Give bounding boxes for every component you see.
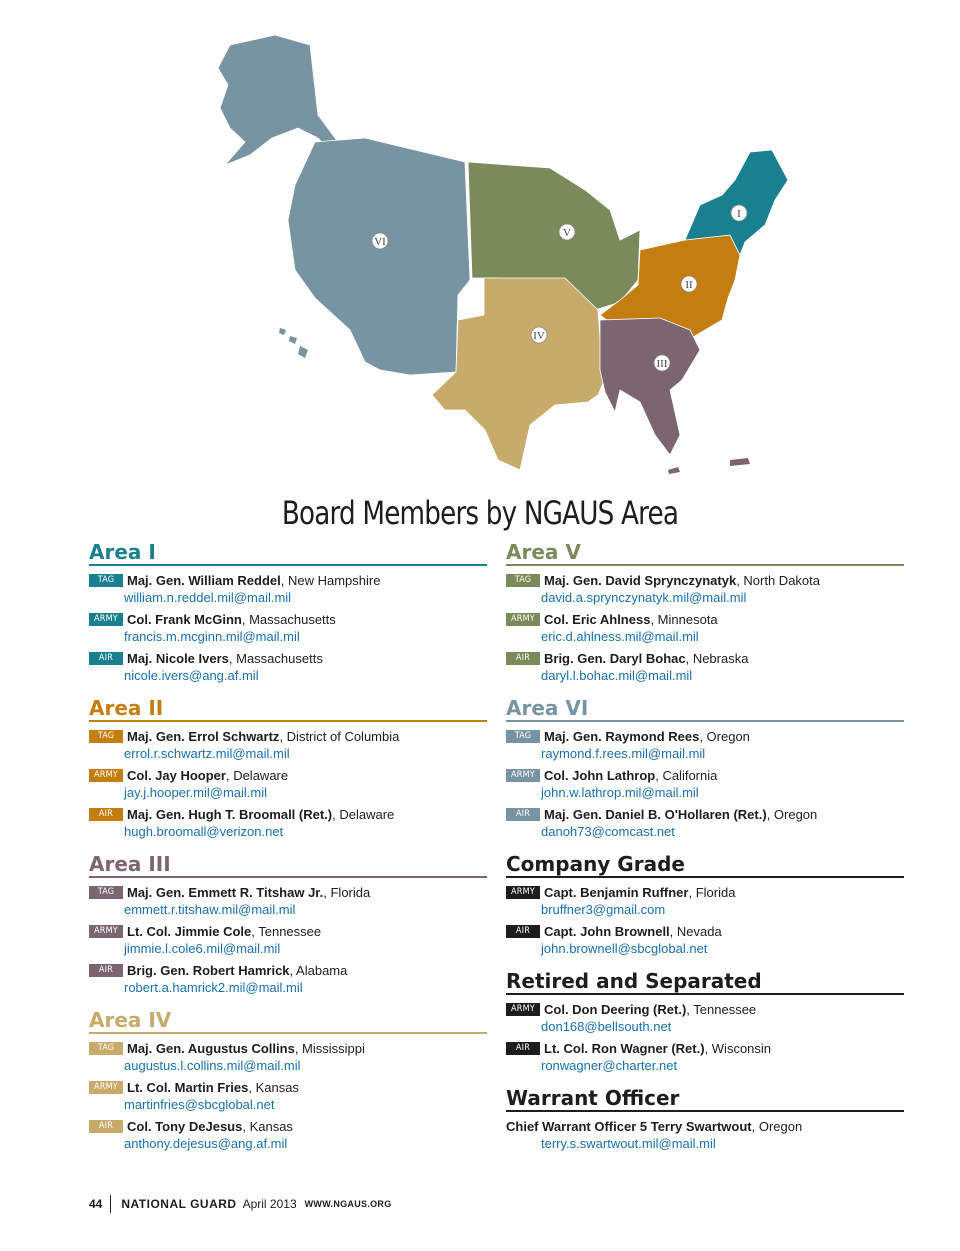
member-location: , Oregon bbox=[751, 1119, 803, 1134]
issue-date: April 2013 bbox=[242, 1197, 297, 1211]
section-area-vi bbox=[506, 696, 904, 840]
member-line bbox=[89, 728, 487, 745]
member-line bbox=[89, 611, 487, 628]
member-email-link[interactable]: david.a.sprynczynatyk.mil@mail.mil bbox=[541, 590, 747, 605]
section-heading: Area VI bbox=[506, 696, 904, 722]
member-email-link[interactable]: daryl.l.bohac.mil@mail.mil bbox=[541, 668, 693, 683]
member-entry bbox=[89, 1040, 487, 1074]
role-badge: TAG bbox=[89, 574, 123, 587]
role-badge: ARMY bbox=[506, 769, 540, 782]
section-area-ii bbox=[89, 696, 487, 840]
member-entry bbox=[506, 611, 904, 645]
member-name: Maj. Gen. Daniel B. O'Hollaren (Ret.) bbox=[544, 807, 767, 822]
member-email-link[interactable]: jay.j.hooper.mil@mail.mil bbox=[124, 785, 267, 800]
member-email-link[interactable]: don168@bellsouth.net bbox=[541, 1019, 672, 1034]
member-name: Capt. John Brownell bbox=[544, 924, 670, 939]
member-name: Maj. Gen. Emmett R. Titshaw Jr. bbox=[127, 885, 324, 900]
member-line bbox=[89, 923, 487, 940]
member-name: Col. Eric Ahlness bbox=[544, 612, 651, 627]
member-location: , Minnesota bbox=[650, 612, 718, 627]
section-heading: Area V bbox=[506, 540, 904, 566]
footer-divider bbox=[110, 1195, 111, 1213]
member-entry bbox=[89, 1118, 487, 1152]
section-heading: Area IV bbox=[89, 1008, 487, 1034]
member-name: Col. Don Deering (Ret.) bbox=[544, 1002, 687, 1017]
role-badge: TAG bbox=[506, 730, 540, 743]
member-entry bbox=[89, 650, 487, 684]
magazine-name: NATIONAL GUARD bbox=[121, 1197, 237, 1211]
role-badge: AIR bbox=[89, 964, 123, 977]
member-location: , Oregon bbox=[766, 807, 818, 822]
member-entry bbox=[506, 923, 904, 957]
right-column bbox=[506, 540, 904, 1164]
member-email-link[interactable]: john.w.lathrop.mil@mail.mil bbox=[541, 785, 699, 800]
member-line bbox=[506, 1118, 904, 1135]
member-location: , Nevada bbox=[669, 924, 722, 939]
member-email-link[interactable]: terry.s.swartwout.mil@mail.mil bbox=[541, 1136, 716, 1151]
member-name: Maj. Gen. Errol Schwartz bbox=[127, 729, 280, 744]
section-heading: Warrant Officer bbox=[506, 1086, 904, 1112]
member-line bbox=[506, 650, 904, 667]
member-line bbox=[506, 884, 904, 901]
member-line bbox=[89, 884, 487, 901]
member-entry bbox=[506, 728, 904, 762]
member-line bbox=[506, 611, 904, 628]
member-name: Maj. Nicole Ivers bbox=[127, 651, 229, 666]
member-location: , Mississippi bbox=[294, 1041, 365, 1056]
member-email-link[interactable]: jimmie.l.cole6.mil@mail.mil bbox=[124, 941, 281, 956]
member-location: , Tennessee bbox=[686, 1002, 757, 1017]
role-badge: AIR bbox=[89, 1120, 123, 1133]
member-email-link[interactable]: francis.m.mcginn.mil@mail.mil bbox=[124, 629, 300, 644]
role-badge: AIR bbox=[506, 808, 540, 821]
region-area-iv bbox=[432, 278, 610, 470]
member-email-link[interactable]: nicole.ivers@ang.af.mil bbox=[124, 668, 259, 683]
member-location: , Delaware bbox=[225, 768, 289, 783]
member-location: , California bbox=[655, 768, 718, 783]
member-email-link[interactable]: martinfries@sbcglobal.net bbox=[124, 1097, 275, 1112]
section-area-i bbox=[89, 540, 487, 684]
section-area-v bbox=[506, 540, 904, 684]
role-badge: ARMY bbox=[506, 886, 540, 899]
page-number: 44 bbox=[89, 1197, 103, 1211]
region-hawaii bbox=[279, 328, 308, 358]
section-heading: Area I bbox=[89, 540, 487, 566]
section-heading: Retired and Separated bbox=[506, 969, 904, 995]
region-area-iii bbox=[600, 318, 700, 455]
member-entry bbox=[506, 572, 904, 606]
member-location: , Kansas bbox=[242, 1119, 293, 1134]
member-name: Maj. Gen. Augustus Collins bbox=[127, 1041, 295, 1056]
marker-vi: VI bbox=[374, 236, 386, 248]
member-line bbox=[89, 650, 487, 667]
us-area-map bbox=[200, 30, 800, 490]
role-badge: AIR bbox=[89, 652, 123, 665]
member-email-link[interactable]: bruffner3@gmail.com bbox=[541, 902, 666, 917]
member-entry bbox=[89, 767, 487, 801]
region-puerto-rico bbox=[668, 458, 750, 474]
member-entry bbox=[89, 923, 487, 957]
section-area-iii bbox=[89, 852, 487, 996]
page-title: Board Members by NGAUS Area bbox=[281, 494, 679, 532]
member-location: , Massachusetts bbox=[228, 651, 323, 666]
member-entry bbox=[506, 1001, 904, 1035]
role-badge: ARMY bbox=[89, 613, 123, 626]
member-email-link[interactable]: ronwagner@charter.net bbox=[541, 1058, 678, 1073]
member-name: Brig. Gen. Robert Hamrick bbox=[127, 963, 290, 978]
member-email-link[interactable]: william.n.reddel.mil@mail.mil bbox=[124, 590, 292, 605]
member-line bbox=[506, 728, 904, 745]
member-entry bbox=[506, 1040, 904, 1074]
section-company-grade bbox=[506, 852, 904, 957]
member-location: , Tennessee bbox=[251, 924, 322, 939]
member-email-link[interactable]: john.brownell@sbcglobal.net bbox=[541, 941, 708, 956]
member-email-link[interactable]: robert.a.hamrick2.mil@mail.mil bbox=[124, 980, 303, 995]
role-badge: TAG bbox=[89, 1042, 123, 1055]
left-column bbox=[89, 540, 487, 1164]
member-location: , Florida bbox=[323, 885, 371, 900]
member-entry bbox=[506, 806, 904, 840]
member-entry bbox=[89, 572, 487, 606]
section-area-iv bbox=[89, 1008, 487, 1152]
member-name: Lt. Col. Martin Fries bbox=[127, 1080, 249, 1095]
member-entry bbox=[89, 884, 487, 918]
member-location: , Oregon bbox=[699, 729, 750, 744]
section-heading: Company Grade bbox=[506, 852, 904, 878]
page-footer bbox=[89, 1195, 392, 1213]
member-name: Col. Tony DeJesus bbox=[127, 1119, 243, 1134]
member-name: Lt. Col. Ron Wagner (Ret.) bbox=[544, 1041, 705, 1056]
member-name: Lt. Col. Jimmie Cole bbox=[127, 924, 252, 939]
member-entry bbox=[506, 1118, 904, 1152]
member-line bbox=[506, 923, 904, 940]
section-heading: Area II bbox=[89, 696, 487, 722]
member-entry bbox=[89, 962, 487, 996]
member-line bbox=[89, 767, 487, 784]
member-line bbox=[89, 572, 487, 589]
member-email-link[interactable]: hugh.broomall@verizon.net bbox=[124, 824, 284, 839]
member-name: Maj. Gen. William Reddel bbox=[127, 573, 281, 588]
section-warrant-officer bbox=[506, 1086, 904, 1152]
role-badge: ARMY bbox=[89, 1081, 123, 1094]
role-badge: AIR bbox=[506, 1042, 540, 1055]
marker-iii: III bbox=[656, 358, 668, 370]
member-name: Chief Warrant Officer 5 Terry Swartwout bbox=[506, 1119, 752, 1134]
role-badge: ARMY bbox=[89, 769, 123, 782]
member-line bbox=[89, 1079, 487, 1096]
member-line bbox=[506, 1001, 904, 1018]
member-email-link[interactable]: augustus.l.collins.mil@mail.mil bbox=[124, 1058, 301, 1073]
role-badge: TAG bbox=[89, 886, 123, 899]
member-entry bbox=[506, 884, 904, 918]
member-line bbox=[89, 962, 487, 979]
role-badge: TAG bbox=[506, 574, 540, 587]
member-email-link[interactable]: raymond.f.rees.mil@mail.mil bbox=[541, 746, 706, 761]
member-location: , Wisconsin bbox=[704, 1041, 772, 1056]
member-email-link[interactable]: errol.r.schwartz.mil@mail.mil bbox=[124, 746, 290, 761]
member-name: Col. Jay Hooper bbox=[127, 768, 226, 783]
role-badge: ARMY bbox=[506, 1003, 540, 1016]
marker-iv: IV bbox=[533, 330, 545, 342]
member-name: Col. John Lathrop bbox=[544, 768, 656, 783]
section-heading: Area III bbox=[89, 852, 487, 878]
member-line bbox=[506, 806, 904, 823]
member-name: Maj. Gen. David Sprynczynatyk bbox=[544, 573, 737, 588]
member-location: , Kansas bbox=[248, 1080, 299, 1095]
member-email-link[interactable]: emmett.r.titshaw.mil@mail.mil bbox=[124, 902, 296, 917]
member-line bbox=[506, 767, 904, 784]
section-retired-and-separated bbox=[506, 969, 904, 1074]
member-line bbox=[506, 572, 904, 589]
member-name: Brig. Gen. Daryl Bohac bbox=[544, 651, 686, 666]
member-name: Maj. Gen. Raymond Rees bbox=[544, 729, 700, 744]
member-location: , District of Columbia bbox=[279, 729, 400, 744]
member-line bbox=[89, 1118, 487, 1135]
marker-v: V bbox=[563, 227, 571, 239]
member-location: , Delaware bbox=[332, 807, 395, 822]
member-name: Capt. Benjamin Ruffner bbox=[544, 885, 689, 900]
role-badge: TAG bbox=[89, 730, 123, 743]
member-line bbox=[89, 806, 487, 823]
member-name: Col. Frank McGinn bbox=[127, 612, 242, 627]
member-name: Maj. Gen. Hugh T. Broomall (Ret.) bbox=[127, 807, 333, 822]
member-line bbox=[506, 1040, 904, 1057]
member-location: , Nebraska bbox=[685, 651, 749, 666]
role-badge: AIR bbox=[506, 925, 540, 938]
member-email-link[interactable]: danoh73@comcast.net bbox=[541, 824, 675, 839]
marker-i: I bbox=[737, 208, 741, 220]
role-badge: AIR bbox=[506, 652, 540, 665]
role-badge: ARMY bbox=[506, 613, 540, 626]
website-link[interactable]: WWW.NGAUS.ORG bbox=[304, 1199, 392, 1209]
member-location: , North Dakota bbox=[736, 573, 821, 588]
member-email-link[interactable]: anthony.dejesus@ang.af.mil bbox=[124, 1136, 288, 1151]
member-entry bbox=[89, 806, 487, 840]
member-entry bbox=[89, 611, 487, 645]
role-badge: AIR bbox=[89, 808, 123, 821]
member-location: , Alabama bbox=[289, 963, 348, 978]
marker-ii: II bbox=[685, 279, 693, 291]
member-location: , New Hampshire bbox=[280, 573, 381, 588]
member-location: , Florida bbox=[688, 885, 736, 900]
member-entry bbox=[506, 650, 904, 684]
member-line bbox=[89, 1040, 487, 1057]
member-entry bbox=[89, 728, 487, 762]
member-email-link[interactable]: eric.d.ahlness.mil@mail.mil bbox=[541, 629, 699, 644]
member-entry bbox=[89, 1079, 487, 1113]
member-entry bbox=[506, 767, 904, 801]
member-location: , Massachusetts bbox=[241, 612, 336, 627]
role-badge: ARMY bbox=[89, 925, 123, 938]
region-area-vi bbox=[288, 138, 470, 375]
